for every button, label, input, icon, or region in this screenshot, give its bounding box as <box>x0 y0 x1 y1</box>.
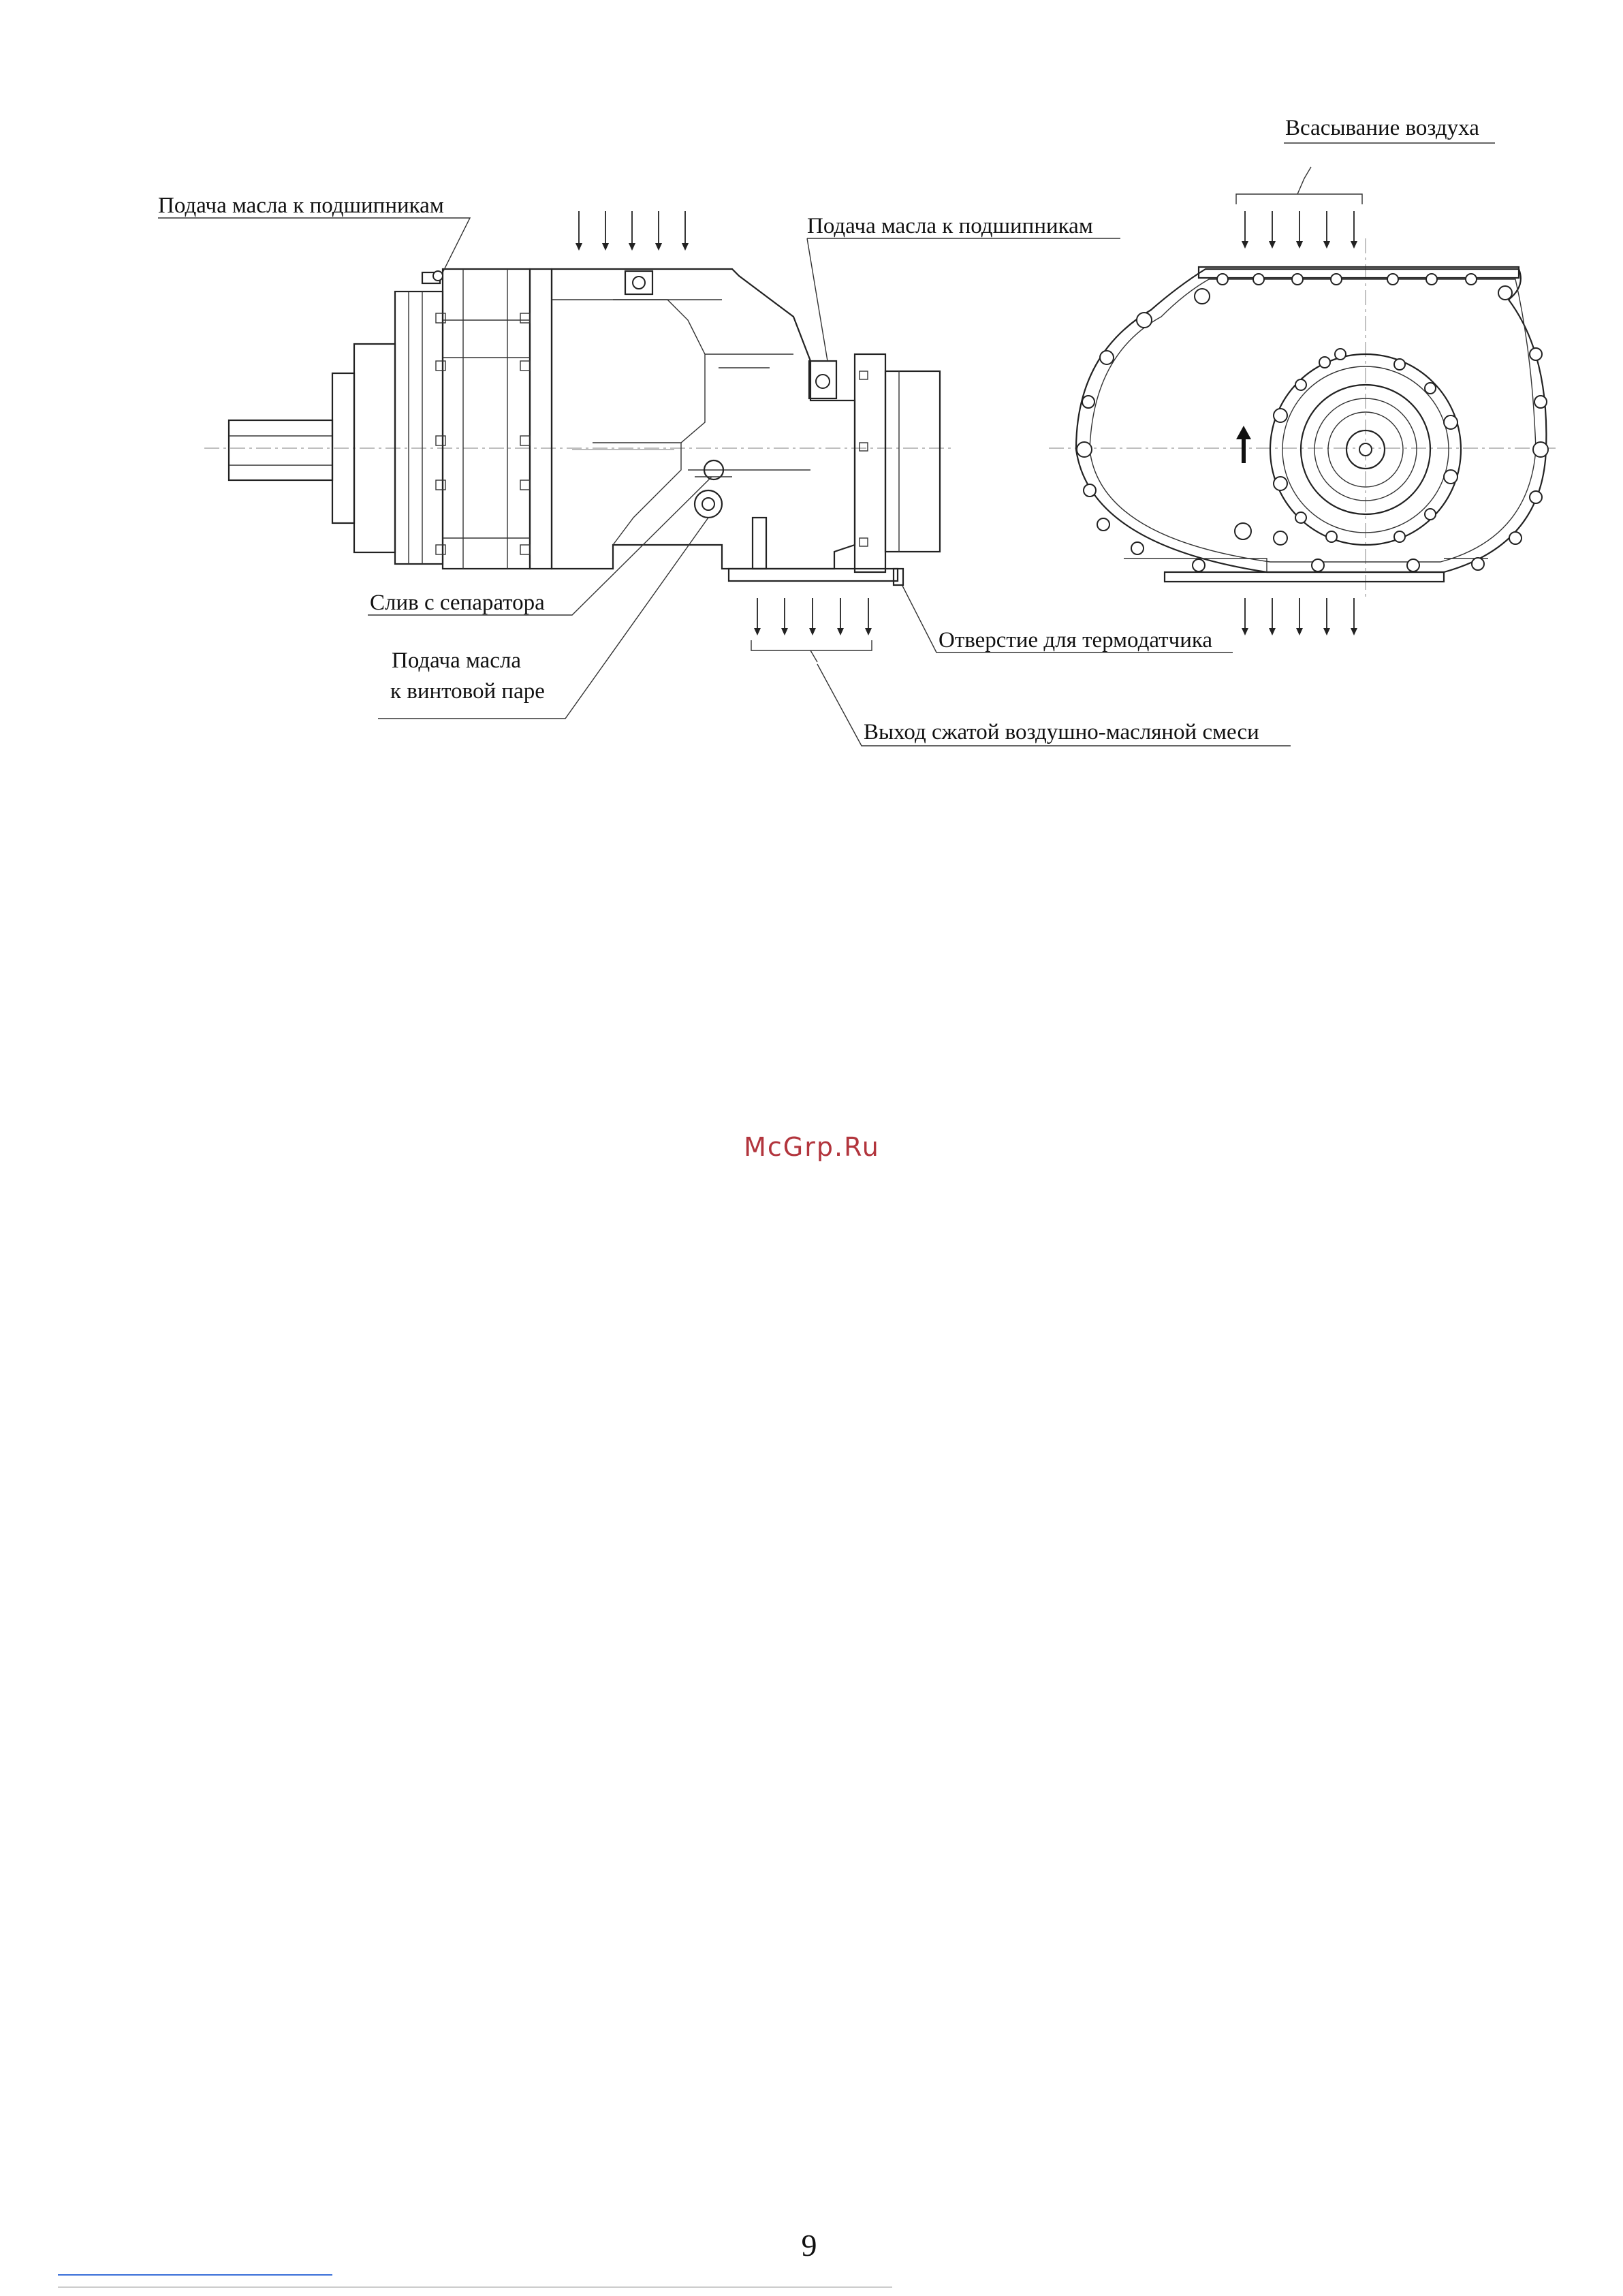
label-separator-drain: Слив с сепаратора <box>370 591 545 615</box>
watermark: McGrp.Ru <box>744 1132 880 1162</box>
outlet-arrows-side <box>751 598 872 662</box>
outlet-arrows-end <box>1242 598 1357 635</box>
outlet-cover <box>855 354 940 585</box>
bearing-boss <box>1235 349 1461 545</box>
side-view <box>204 211 954 662</box>
bearing-cover <box>332 292 443 564</box>
label-oil-screw-line2: к винтовой паре <box>390 679 545 704</box>
intake-arrows-side <box>576 211 689 251</box>
label-oil-bearings-mid: Подача масла к подшипникам <box>807 214 1093 238</box>
rotation-arrow <box>1236 426 1251 463</box>
label-thermo-hole: Отверстие для термодатчика <box>939 628 1213 652</box>
rotor-casing <box>552 269 898 581</box>
label-outlet: Выход сжатой воздушно-масляной смеси <box>864 720 1259 744</box>
intake-arrows-end <box>1236 167 1362 249</box>
end-view <box>1049 167 1560 635</box>
label-oil-bearings-left: Подача масла к подшипникам <box>158 193 444 218</box>
drive-shaft <box>229 420 332 480</box>
label-oil-screw-line1: Подача масла <box>392 648 522 673</box>
page-number: 9 <box>801 2228 817 2263</box>
bearing-housing <box>422 269 552 569</box>
label-air-intake: Всасывание воздуха <box>1285 116 1479 140</box>
